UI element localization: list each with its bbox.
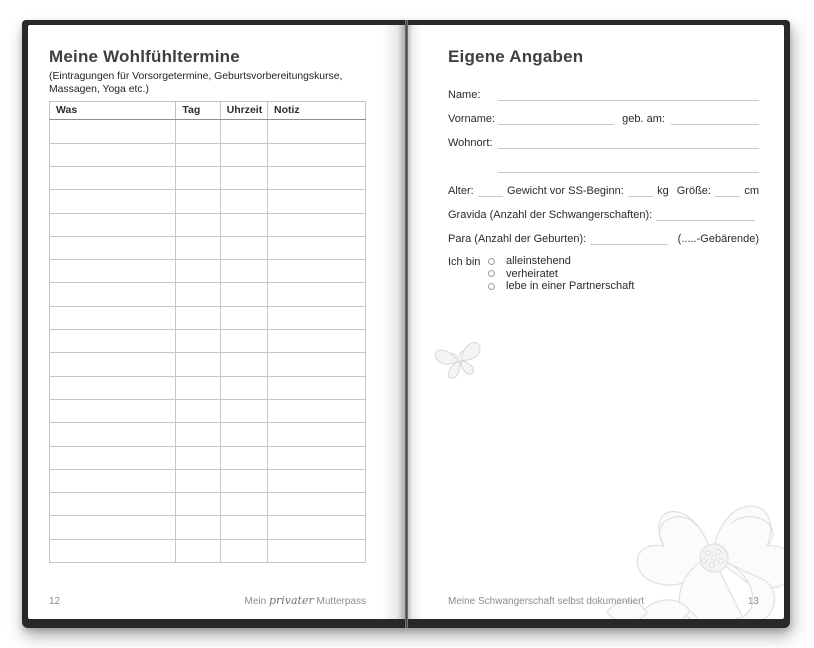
table-cell[interactable] (268, 143, 366, 166)
table-cell[interactable] (268, 376, 366, 399)
table-cell[interactable] (220, 399, 267, 422)
table-row (50, 120, 366, 143)
table-cell[interactable] (220, 143, 267, 166)
table-cell[interactable] (220, 306, 267, 329)
para-suffix-label: (.....-Gebärende) (677, 233, 759, 245)
table-cell[interactable] (50, 283, 176, 306)
marital-option-label: verheiratet (506, 267, 558, 280)
table-cell[interactable] (220, 423, 267, 446)
radio-button-icon[interactable] (488, 283, 495, 290)
table-cell[interactable] (176, 446, 220, 469)
column-header: Notiz (268, 102, 366, 120)
table-cell[interactable] (176, 190, 220, 213)
right-page-content (448, 47, 759, 293)
ich-bin-label: Ich bin (448, 256, 481, 268)
name-field[interactable] (498, 87, 759, 101)
table-cell[interactable] (220, 539, 267, 562)
table-cell[interactable] (50, 399, 176, 422)
table-cell[interactable] (50, 120, 176, 143)
table-cell[interactable] (176, 167, 220, 190)
left-page-number: 12 (49, 596, 61, 607)
table-cell[interactable] (176, 376, 220, 399)
gewicht-label: Gewicht vor SS-Beginn: (507, 185, 624, 197)
table-cell[interactable] (50, 190, 176, 213)
right-page-title: Eigene Angaben (448, 47, 584, 66)
butterfly-icon (432, 335, 486, 381)
marital-option-label: alleinstehend (506, 255, 571, 268)
table-cell[interactable] (268, 539, 366, 562)
column-header: Uhrzeit (220, 102, 267, 120)
table-cell[interactable] (220, 516, 267, 539)
column-header: Was (50, 102, 176, 120)
table-cell[interactable] (176, 120, 220, 143)
left-page-title: Meine Wohlfühltermine (49, 47, 240, 66)
table-cell[interactable] (50, 423, 176, 446)
table-cell[interactable] (268, 167, 366, 190)
table-cell[interactable] (268, 283, 366, 306)
table-row (50, 260, 366, 283)
table-row (50, 330, 366, 353)
table-cell[interactable] (176, 283, 220, 306)
table-cell[interactable] (50, 539, 176, 562)
appointments-table (49, 101, 366, 563)
wohnort-continuation-row (448, 159, 759, 173)
marital-option-label: lebe in einer Partnerschaft (506, 280, 635, 293)
table-cell[interactable] (220, 236, 267, 259)
para-label: Para (Anzahl der Geburten): (448, 233, 587, 245)
table-cell[interactable] (176, 236, 220, 259)
table-cell[interactable] (50, 469, 176, 492)
name-label: Name: (448, 89, 481, 101)
table-row (50, 446, 366, 469)
table-cell[interactable] (220, 446, 267, 469)
table-cell[interactable] (268, 190, 366, 213)
table-row (50, 167, 366, 190)
vorname-label: Vorname: (448, 113, 496, 125)
wohnort-field-line2[interactable] (498, 159, 759, 173)
table-cell[interactable] (220, 376, 267, 399)
table-cell[interactable] (50, 353, 176, 376)
table-cell[interactable] (220, 283, 267, 306)
table-body (50, 120, 366, 563)
gravida-row (448, 207, 759, 221)
name-row (448, 87, 759, 101)
right-page-footer (448, 596, 759, 607)
table-row (50, 469, 366, 492)
geb-am-label: geb. am: (622, 113, 665, 125)
radio-button-icon[interactable] (488, 270, 495, 277)
table-row (50, 493, 366, 516)
table-cell[interactable] (176, 539, 220, 562)
table-cell[interactable] (268, 236, 366, 259)
book-title (245, 594, 367, 607)
book-title-suffix: Mutterpass (316, 596, 366, 607)
table-cell[interactable] (268, 469, 366, 492)
table-cell[interactable] (268, 260, 366, 283)
table-cell[interactable] (176, 330, 220, 353)
kg-unit-label: kg (657, 185, 669, 197)
marital-option (488, 268, 634, 281)
groesse-label: Größe: (676, 185, 711, 197)
table-cell[interactable] (50, 493, 176, 516)
table-row (50, 306, 366, 329)
table-cell[interactable] (220, 260, 267, 283)
table-cell[interactable] (176, 469, 220, 492)
left-page-content (49, 47, 395, 563)
table-cell[interactable] (50, 236, 176, 259)
table-cell[interactable] (220, 213, 267, 236)
table-row (50, 190, 366, 213)
gravida-field[interactable] (656, 207, 755, 221)
table-cell[interactable] (176, 353, 220, 376)
column-header: Tag (176, 102, 220, 120)
left-page (28, 25, 406, 619)
table-cell[interactable] (220, 330, 267, 353)
table-cell[interactable] (268, 493, 366, 516)
left-page-subtitle: (Eintragungen für Vorsorgetermine, Geburtsvorbereitungskurse, Massagen, Yoga etc.) (49, 71, 343, 96)
alter-field[interactable] (478, 183, 503, 197)
table-cell[interactable] (50, 167, 176, 190)
gravida-label: Gravida (Anzahl der Schwangerschaften): (448, 209, 653, 221)
vorname-row (448, 111, 759, 125)
table-cell[interactable] (268, 330, 366, 353)
alter-label: Alter: (448, 185, 474, 197)
table-row (50, 283, 366, 306)
table-cell[interactable] (50, 213, 176, 236)
table-cell[interactable] (50, 330, 176, 353)
book-title-prefix: Mein (244, 596, 267, 607)
wohnort-label: Wohnort: (448, 137, 493, 149)
table-row (50, 213, 366, 236)
right-footer-tagline: Meine Schwangerschaft selbst dokumentiert (448, 596, 645, 607)
table-cell[interactable] (50, 260, 176, 283)
marital-option (488, 255, 634, 268)
table-cell[interactable] (268, 213, 366, 236)
table-cell[interactable] (50, 306, 176, 329)
geb-am-field[interactable] (671, 111, 759, 125)
right-page-number: 13 (747, 596, 759, 607)
marital-option (488, 280, 634, 293)
table-row (50, 376, 366, 399)
right-page (406, 25, 784, 619)
table-cell[interactable] (176, 423, 220, 446)
book-title-script: privater (268, 594, 314, 607)
table-cell[interactable] (50, 516, 176, 539)
table-row (50, 423, 366, 446)
table-cell[interactable] (50, 446, 176, 469)
table-cell[interactable] (220, 167, 267, 190)
table-cell[interactable] (268, 353, 366, 376)
para-field[interactable] (590, 231, 667, 245)
table-row (50, 236, 366, 259)
table-cell[interactable] (176, 260, 220, 283)
marital-options (488, 255, 634, 293)
table-cell[interactable] (220, 493, 267, 516)
book-spine (405, 20, 408, 628)
wohnort-row (448, 135, 759, 149)
table-cell[interactable] (176, 306, 220, 329)
table-row (50, 516, 366, 539)
table-cell[interactable] (268, 423, 366, 446)
table-cell[interactable] (176, 493, 220, 516)
marital-status-block (448, 255, 759, 293)
table-cell[interactable] (220, 120, 267, 143)
table-cell[interactable] (176, 516, 220, 539)
table-cell[interactable] (176, 399, 220, 422)
open-book (22, 20, 790, 628)
table-cell[interactable] (50, 376, 176, 399)
groesse-field[interactable] (715, 183, 740, 197)
table-row (50, 143, 366, 166)
table-cell[interactable] (220, 353, 267, 376)
vorname-field[interactable] (498, 111, 614, 125)
table-row (50, 539, 366, 562)
table-cell[interactable] (220, 469, 267, 492)
table-header-row (50, 102, 366, 120)
table-row (50, 399, 366, 422)
table-row (50, 353, 366, 376)
table-cell[interactable] (268, 306, 366, 329)
left-page-footer (49, 594, 366, 607)
para-row (448, 231, 759, 245)
table-cell[interactable] (176, 213, 220, 236)
cm-unit-label: cm (744, 185, 759, 197)
radio-button-icon[interactable] (488, 258, 495, 265)
table-cell[interactable] (268, 446, 366, 469)
table-cell[interactable] (176, 143, 220, 166)
gewicht-field[interactable] (628, 183, 653, 197)
table-cell[interactable] (220, 190, 267, 213)
wohnort-field[interactable] (498, 135, 759, 149)
table-cell[interactable] (268, 120, 366, 143)
table-cell[interactable] (268, 399, 366, 422)
table-cell[interactable] (268, 516, 366, 539)
alter-gewicht-groesse-row (448, 183, 759, 197)
table-cell[interactable] (50, 143, 176, 166)
